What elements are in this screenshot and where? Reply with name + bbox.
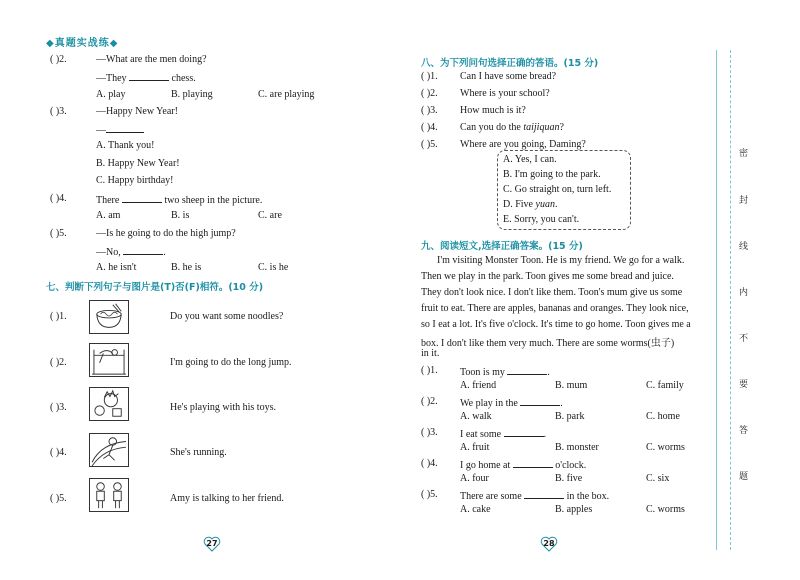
- passage-line-5: so I eat a lot. It's five o'clock. It's time to go home. Toon gives me a: [421, 319, 691, 330]
- boy-with-toys-picture: [89, 387, 129, 421]
- q3-option-a: A. Thank you!: [96, 140, 155, 151]
- answer-blank[interactable]: [129, 71, 169, 81]
- match-1-number: ( )1.: [421, 71, 438, 82]
- answer-option-e: E. Sorry, you can't.: [503, 214, 580, 225]
- judge-5-number: ( )5.: [50, 493, 67, 504]
- answer-blank[interactable]: [507, 365, 547, 375]
- high-jump-picture: [89, 343, 129, 377]
- q3-answer-line: —: [96, 123, 144, 136]
- girls-talking-picture: [89, 478, 129, 512]
- q4-question: There two sheep in the picture.: [96, 195, 263, 206]
- reading-5-option-a: A. cake: [460, 504, 491, 515]
- seal-char-6: 要: [739, 380, 749, 390]
- girl-running-picture: [89, 433, 129, 467]
- seal-char-2: 封: [739, 196, 749, 206]
- answer-blank[interactable]: [106, 123, 144, 133]
- reading-3-number: ( )3.: [421, 427, 438, 438]
- reading-3-option-a: A. fruit: [460, 442, 490, 453]
- judge-3-sentence: He's playing with his toys.: [170, 402, 276, 413]
- reading-2-number: ( )2.: [421, 396, 438, 407]
- page-banner: ◆真题实战练◆: [46, 38, 119, 49]
- match-2-number: ( )2.: [421, 88, 438, 99]
- match-1-question: Can I have some bread?: [460, 71, 557, 82]
- answer-blank[interactable]: [513, 458, 553, 468]
- seal-char-3: 线: [739, 242, 749, 252]
- seal-border-line: [716, 50, 717, 550]
- reading-2-option-a: A. walk: [460, 411, 492, 422]
- reading-1-number: ( )1.: [421, 365, 438, 376]
- reading-4-number: ( )4.: [421, 458, 438, 469]
- reading-1-option-a: A. friend: [460, 380, 497, 391]
- q4-option-c: C. are: [258, 210, 282, 221]
- reading-5-option-c: C. worms: [646, 504, 685, 515]
- q5-option-b: B. he is: [171, 262, 202, 273]
- judge-3-number: ( )3.: [50, 402, 67, 413]
- passage-line-3: They don't look nice. I don't like them. Toon's mum give us some: [421, 287, 683, 298]
- seal-char-4: 内: [739, 288, 749, 298]
- match-3-question: How much is it?: [460, 105, 526, 116]
- judge-2-sentence: I'm going to do the long jump.: [170, 357, 292, 368]
- match-2-question: Where is your school?: [460, 88, 550, 99]
- match-4-number: ( )4.: [421, 122, 438, 133]
- judge-2-number: ( )2.: [50, 357, 67, 368]
- seal-char-7: 答: [739, 426, 749, 436]
- judge-5-sentence: Amy is talking to her friend.: [170, 493, 284, 504]
- q2-option-a: A. play: [96, 89, 126, 100]
- reading-4-option-a: A. four: [460, 473, 489, 484]
- q4-option-a: A. am: [96, 210, 121, 221]
- q4-number: ( )4.: [50, 193, 67, 204]
- q2-answer-line: —They chess.: [96, 73, 196, 84]
- reading-5-number: ( )5.: [421, 489, 438, 500]
- seal-char-1: 密: [739, 149, 749, 159]
- reading-4-option-c: C. six: [646, 473, 670, 484]
- q2-question: —What are the men doing?: [96, 54, 207, 65]
- q5-option-c: C. is he: [258, 262, 289, 273]
- page-number-left: 27: [203, 536, 221, 552]
- reading-2-option-c: C. home: [646, 411, 680, 422]
- judge-4-number: ( )4.: [50, 447, 67, 458]
- noodles-picture: [89, 300, 129, 334]
- answer-blank[interactable]: [520, 396, 560, 406]
- section-8-heading: 八、为下列问句选择正确的答语。(15 分): [421, 58, 599, 69]
- match-5-number: ( )5.: [421, 139, 438, 150]
- q2-option-b: B. playing: [171, 89, 213, 100]
- q3-number: ( )3.: [50, 106, 67, 117]
- answer-option-a: A. Yes, I can.: [503, 154, 557, 165]
- passage-line-1: I'm visiting Monster Toon. He is my friend. We go for a walk.: [437, 255, 685, 266]
- answer-blank[interactable]: [123, 245, 163, 255]
- seal-dashed-line: [730, 50, 731, 550]
- passage-line-7: in it.: [421, 348, 440, 359]
- judge-1-number: ( )1.: [50, 311, 67, 322]
- section-7-heading: 七、判断下列句子与图片是(T)否(F)相符。(10 分): [46, 282, 264, 293]
- judge-1-sentence: Do you want some noodles?: [170, 311, 284, 322]
- reading-3-question: I eat some .: [460, 429, 547, 440]
- reading-1-option-b: B. mum: [555, 380, 588, 391]
- reading-1-question: Toon is my .: [460, 367, 550, 378]
- reading-5-option-b: B. apples: [555, 504, 593, 515]
- match-3-number: ( )3.: [421, 105, 438, 116]
- q5-question: —Is he going to do the high jump?: [96, 228, 236, 239]
- answer-option-d: D. Five yuan.: [503, 199, 558, 210]
- q2-option-c: C. are playing: [258, 89, 315, 100]
- q5-option-a: A. he isn't: [96, 262, 137, 273]
- match-5-question: Where are you going, Daming?: [460, 139, 586, 150]
- q3-question: —Happy New Year!: [96, 106, 178, 117]
- passage-line-6: box. I don't like them very much. There are some worms(虫子): [421, 338, 675, 349]
- match-4-question: Can you do the taijiquan?: [460, 122, 564, 133]
- reading-1-option-c: C. family: [646, 380, 684, 391]
- q3-option-b: B. Happy New Year!: [96, 158, 180, 169]
- reading-3-option-c: C. worms: [646, 442, 685, 453]
- reading-2-question: We play in the .: [460, 398, 563, 409]
- answer-blank[interactable]: [122, 193, 162, 203]
- seal-char-5: 不: [739, 334, 749, 344]
- page-number-right: 28: [540, 536, 558, 552]
- q4-option-b: B. is: [171, 210, 190, 221]
- judge-4-sentence: She's running.: [170, 447, 227, 458]
- reading-3-option-b: B. monster: [555, 442, 599, 453]
- answer-option-b: B. I'm going to the park.: [503, 169, 601, 180]
- q5-number: ( )5.: [50, 228, 67, 239]
- reading-2-option-b: B. park: [555, 411, 585, 422]
- section-9-heading: 九、阅读短文,选择正确答案。(15 分): [421, 241, 583, 252]
- reading-4-option-b: B. five: [555, 473, 583, 484]
- answer-option-c: C. Go straight on, turn left.: [503, 184, 612, 195]
- passage-line-2: Then we play in the park. Toon gives me some bread and juice.: [421, 271, 674, 282]
- reading-4-question: I go home at o'clock.: [460, 460, 587, 471]
- q2-number: ( )2.: [50, 54, 67, 65]
- answer-blank[interactable]: [504, 427, 544, 437]
- q3-option-c: C. Happy birthday!: [96, 175, 174, 186]
- passage-line-4: fruit to eat. There are apples, bananas and oranges. They look nice,: [421, 303, 689, 314]
- q5-answer-line: —No, .: [96, 247, 166, 258]
- seal-char-8: 题: [739, 472, 749, 482]
- answer-blank[interactable]: [524, 489, 564, 499]
- reading-5-question: There are some in the box.: [460, 491, 610, 502]
